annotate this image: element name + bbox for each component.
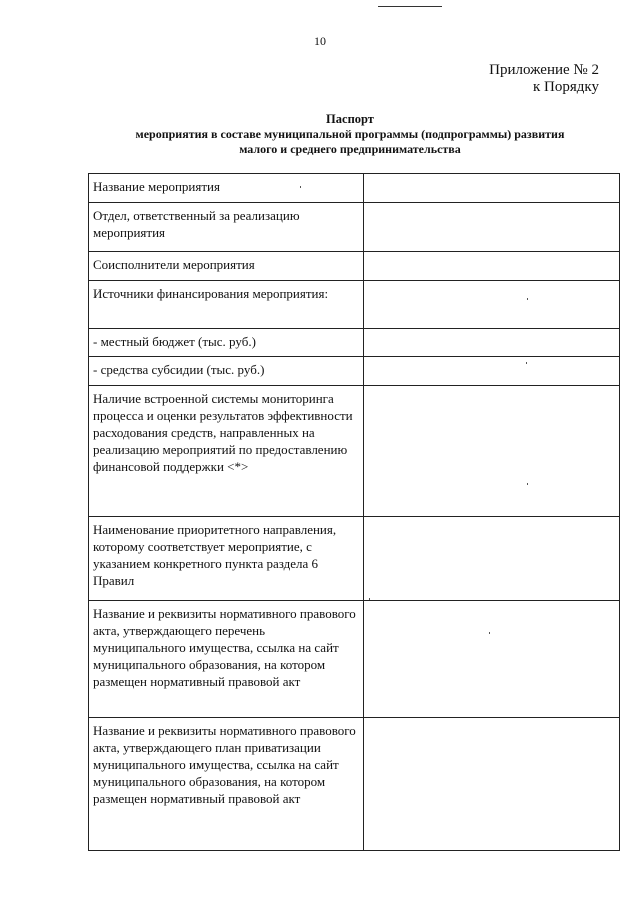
- row-value: [364, 601, 620, 718]
- table-row: [89, 718, 620, 851]
- appendix-header: [489, 62, 599, 96]
- title-main: Паспорт: [326, 112, 374, 126]
- scan-speck: [369, 598, 370, 600]
- row-value: [364, 517, 620, 601]
- row-label: Соисполнители мероприятия: [89, 252, 364, 281]
- table-row: [89, 517, 620, 601]
- row-label: Отдел, ответственный за реализацию мероприятия: [89, 203, 364, 252]
- row-value: [364, 357, 620, 386]
- scan-speck: [526, 362, 527, 364]
- scan-speck: [527, 298, 528, 300]
- scan-speck: [489, 632, 490, 634]
- table-row: [89, 252, 620, 281]
- title-line-1: мероприятия в составе муниципальной программы (подпрограммы) развития: [135, 127, 565, 141]
- row-value: [364, 174, 620, 203]
- row-label: Название и реквизиты нормативного правового акта, утверждающего план приватизации муниципального имущества, ссылка на сайт муниципального образования, на котором размещен нормативный правовой акт: [89, 718, 364, 851]
- table-row: [89, 281, 620, 329]
- row-value: [364, 718, 620, 851]
- row-label: Название и реквизиты нормативного правового акта, утверждающего перечень муниципального имущества, ссылка на сайт муниципального образования, на котором размещен нормативный правовой акт: [89, 601, 364, 718]
- row-label: Наименование приоритетного направления, которому соответствует мероприятие, с указанием конкретного пункта раздела 6 Правил: [89, 517, 364, 601]
- row-label: - местный бюджет (тыс. руб.): [89, 329, 364, 357]
- row-value: [364, 252, 620, 281]
- table-row: [89, 329, 620, 357]
- row-label: - средства субсидии (тыс. руб.): [89, 357, 364, 386]
- table-row: [89, 174, 620, 203]
- page-number: 10: [314, 34, 326, 48]
- table-row: [89, 601, 620, 718]
- appendix-line-1: Приложение № 2: [489, 62, 599, 78]
- passport-table: [88, 173, 620, 851]
- table-row: [89, 203, 620, 252]
- row-value: [364, 203, 620, 252]
- row-label: Наличие встроенной системы мониторинга процесса и оценки результатов эффективности расходования средств, направленных на реализацию мероприятий по предоставлению финансовой поддержки <*>: [89, 386, 364, 517]
- row-value: [364, 329, 620, 357]
- table-row: [89, 357, 620, 386]
- scan-speck: [300, 186, 301, 188]
- row-value: [364, 281, 620, 329]
- row-label: Название мероприятия: [89, 174, 364, 203]
- row-label: Источники финансирования мероприятия:: [89, 281, 364, 329]
- scan-speck: [527, 483, 528, 485]
- document-title: [60, 112, 640, 157]
- table-row: [89, 386, 620, 517]
- title-line-2: малого и среднего предпринимательства: [239, 142, 461, 156]
- row-value: [364, 386, 620, 517]
- appendix-line-2: к Порядку: [533, 79, 599, 95]
- top-rule: [378, 6, 442, 7]
